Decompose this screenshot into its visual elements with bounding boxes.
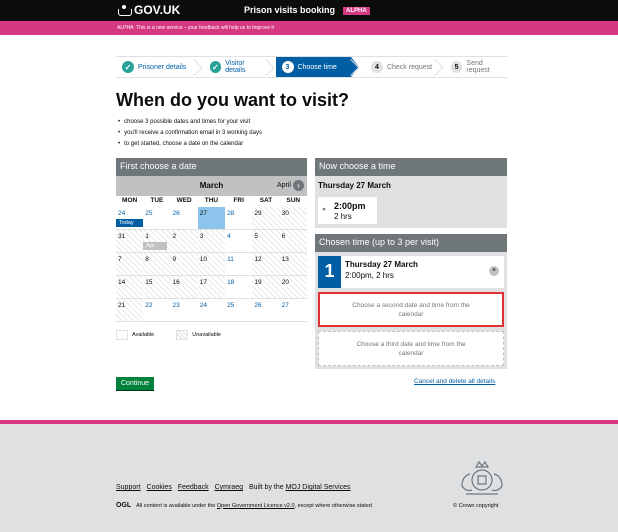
calendar-heading: First choose a date [116, 158, 307, 176]
calendar-day-number: 5 [254, 233, 258, 240]
calendar-day-number: 21 [118, 302, 126, 309]
calendar-day-number: 17 [199, 279, 208, 286]
calendar-day [252, 230, 279, 252]
calendar-day-number: 18 [227, 279, 235, 286]
built-by-prefix: Built by the [248, 484, 284, 491]
crown-icon [117, 5, 131, 16]
checkbox-icon[interactable]: ✕ [322, 207, 327, 213]
calendar-day [116, 253, 143, 275]
calendar-day-number: 8 [145, 256, 149, 263]
progress-steps [116, 56, 507, 78]
day-of-week-label: THU [204, 197, 219, 204]
calendar-day[interactable] [198, 299, 225, 321]
days-of-week [116, 197, 307, 207]
list-item: • choose 3 possible dates and times for your visit [125, 117, 262, 128]
calendar-month: March [199, 181, 224, 190]
calendar-day[interactable] [171, 299, 198, 321]
calendar-day-number: 30 [281, 210, 289, 217]
cancel-link[interactable]: Cancel and delete all details [414, 378, 496, 385]
day-of-week-label: SUN [286, 197, 301, 204]
step-chevron-icon [194, 57, 204, 77]
calendar-day-number: 19 [254, 279, 262, 286]
calendar-day [280, 207, 307, 229]
calendar-day-number: 16 [172, 279, 180, 286]
chosen-heading: Chosen time (up to 3 per visit) [315, 234, 507, 252]
check-icon [122, 61, 134, 73]
calendar-day [198, 230, 225, 252]
legend-unavailable: Unavailable [192, 332, 221, 338]
calendar-day-number: 1 [145, 233, 149, 240]
month-badge: Apr [143, 242, 167, 250]
calendar-day [252, 253, 279, 275]
calendar-day [143, 253, 170, 275]
site-footer [0, 424, 618, 532]
footer-link-support[interactable]: Support [116, 484, 141, 491]
day-of-week-label: WED [176, 197, 192, 204]
calendar-day [252, 276, 279, 298]
step-chevron-icon [435, 57, 445, 77]
calendar-day-number: 24 [118, 210, 126, 217]
calendar-day[interactable] [280, 299, 307, 321]
calendar-day [171, 230, 198, 252]
step-send-request [445, 57, 507, 77]
chosen-slot-1 [318, 256, 504, 288]
calendar-week-row [116, 207, 307, 230]
time-slot-option[interactable] [318, 197, 377, 224]
calendar-day-number: 2 [172, 233, 177, 240]
page-title: When do you want to visit? [116, 90, 349, 110]
footer-link-feedback[interactable]: Feedback [177, 484, 209, 491]
step-label: Prisoner details [138, 63, 187, 71]
step-number: 5 [451, 61, 463, 73]
calendar-day [280, 230, 307, 252]
calendar-day-number: 31 [118, 233, 126, 240]
day-of-week-label: MON [122, 197, 138, 204]
step-label: Visitor details [225, 60, 246, 74]
calendar-grid [116, 197, 307, 322]
calendar-day[interactable] [171, 207, 198, 229]
day-of-week-label: TUE [150, 197, 164, 204]
choose-second-slot[interactable]: Choose a second date and time from the calendar [318, 292, 504, 327]
calendar-day[interactable] [143, 207, 170, 229]
calendar-day [116, 230, 143, 252]
licence-text [116, 502, 372, 509]
calendar-day-number: 10 [199, 256, 208, 263]
step-label: Check request [386, 63, 433, 71]
continue-button[interactable]: Continue [116, 377, 154, 390]
calendar-day [252, 207, 279, 229]
logo-text: GOV.UK [134, 3, 181, 17]
legend-available: Available [132, 332, 155, 338]
check-icon [210, 61, 222, 73]
calendar-weeks [116, 207, 307, 322]
step-label: Choose time [297, 63, 337, 71]
step-choose-time [276, 57, 352, 77]
choose-third-slot[interactable]: Choose a third date and time from the calendar [318, 331, 504, 366]
available-swatch [116, 330, 128, 340]
list-item: • to get started, choose a date on the calendar [125, 139, 262, 150]
calendar-day-number: 20 [281, 279, 289, 286]
day-of-week-label: FRI [233, 197, 244, 204]
calendar-day-number: 13 [281, 256, 289, 263]
calendar-day-number: 28 [227, 210, 235, 217]
calendar-day-number: 14 [118, 279, 126, 286]
crown-copyright[interactable]: © Crown copyright [453, 503, 499, 509]
footer-link-cookies[interactable]: Cookies [146, 484, 172, 491]
step-chevron-icon [266, 57, 276, 77]
calendar-day-number: 11 [227, 256, 234, 263]
calendar-day [171, 276, 198, 298]
built-by-text [249, 484, 351, 491]
step-prisoner-details[interactable] [116, 57, 194, 77]
step-check-request [365, 57, 435, 77]
licence-prefix: All content is available under the [136, 502, 216, 509]
calendar-week-row [116, 230, 307, 253]
step-number: 3 [282, 61, 294, 73]
list-item: • you'll receive a confirmation email in 3 working days [125, 128, 262, 139]
calendar-day-number: 9 [172, 256, 177, 263]
day-of-week-label: SAT [259, 197, 273, 204]
calendar-day[interactable] [225, 299, 252, 321]
time-heading: Now choose a time [315, 158, 507, 176]
calendar-day[interactable] [225, 207, 252, 229]
next-month-label: April [276, 182, 291, 189]
ogl-logo: OGL [116, 502, 132, 509]
calendar-day[interactable] [225, 253, 252, 275]
calendar-day-number: 22 [145, 302, 153, 309]
slot-time: 2:00pm, 2 hrs [345, 271, 394, 280]
calendar-day-number: 25 [145, 210, 153, 217]
calendar-day-number: 4 [227, 233, 231, 240]
calendar-day[interactable] [225, 230, 252, 252]
calendar-day [198, 276, 225, 298]
calendar-day [280, 276, 307, 298]
calendar-day-number: 15 [145, 279, 153, 286]
footer-link-cymraeg[interactable]: Cymraeg [214, 484, 243, 491]
calendar-day [143, 230, 170, 252]
calendar-day-number: 25 [227, 302, 235, 309]
calendar-day [116, 276, 143, 298]
next-month-button[interactable] [277, 180, 304, 191]
calendar-day[interactable] [225, 276, 252, 298]
today-badge: Today [116, 219, 143, 227]
calendar-day-number: 12 [254, 256, 262, 263]
phase-banner-text: ALPHA: This is a new service – your feedback will help us to improve it [117, 25, 274, 31]
time-panel [315, 176, 507, 228]
calendar-day-number: 26 [254, 302, 262, 309]
calendar-week-row [116, 299, 307, 322]
service-name[interactable]: Prison visits booking [244, 5, 336, 15]
calendar-day [116, 299, 143, 321]
site-header [0, 0, 618, 21]
calendar-legend [116, 330, 221, 340]
calendar-day[interactable] [252, 299, 279, 321]
phase-banner [0, 21, 618, 35]
time-panel-day: Thursday 27 March [318, 181, 391, 190]
calendar-day [198, 253, 225, 275]
footer-links [116, 484, 351, 491]
licence-suffix: , except where otherwise stated [294, 502, 372, 509]
calendar-day[interactable] [143, 299, 170, 321]
calendar-day-number: 7 [118, 256, 122, 263]
step-label: Send request [466, 60, 490, 74]
licence-link[interactable]: Open Government Licence v2.0 [216, 502, 295, 509]
slot-day: Thursday 27 March [345, 260, 418, 269]
calendar-day-number: 27 [281, 302, 289, 309]
remove-icon[interactable]: × [489, 266, 499, 276]
calendar-day-number: 26 [172, 210, 180, 217]
calendar-day [143, 276, 170, 298]
unavailable-swatch [176, 330, 188, 340]
calendar-day-number: 24 [199, 302, 208, 309]
step-number: 4 [371, 61, 383, 73]
calendar-week-row [116, 276, 307, 299]
calendar-day [171, 253, 198, 275]
calendar-week-row [116, 253, 307, 276]
step-spacer [351, 57, 365, 77]
phase-tag: ALPHA [343, 7, 370, 15]
calendar-day-number: 3 [199, 233, 204, 240]
calendar-day[interactable] [116, 207, 143, 229]
slot-duration: 2 hrs [334, 212, 352, 221]
calendar-day-number: 27 [199, 210, 208, 217]
footer-link-moj[interactable]: MOJ Digital Services [285, 484, 351, 491]
instructions-list [125, 117, 262, 150]
calendar-day-number: 23 [172, 302, 180, 309]
govuk-logo[interactable] [117, 3, 180, 17]
slot-number: 1 [318, 256, 341, 288]
calendar-day-selected[interactable] [198, 207, 225, 229]
calendar-day-number: 29 [254, 210, 262, 217]
slot-time: 2:00pm [334, 201, 366, 211]
calendar-day-number: 6 [281, 233, 286, 240]
chevron-right-icon: › [293, 180, 304, 191]
royal-crest-icon [456, 458, 508, 498]
calendar-month-bar [116, 176, 307, 196]
calendar-day [280, 253, 307, 275]
